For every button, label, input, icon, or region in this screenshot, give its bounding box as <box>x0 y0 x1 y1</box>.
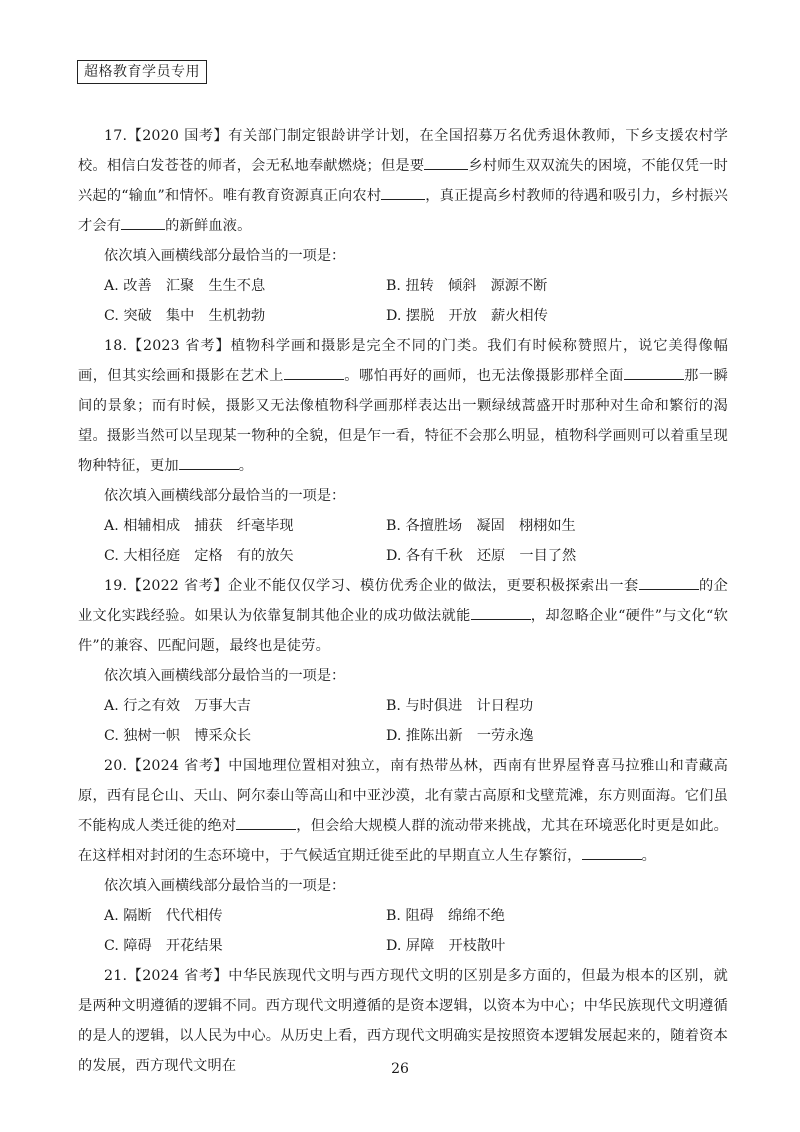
question-number: 20. <box>104 758 128 774</box>
question-number: 21. <box>104 968 128 984</box>
answer-blank <box>471 605 531 620</box>
option-c: C. 大相径庭 定格 有的放矢 <box>104 548 294 564</box>
header-stamp: 超格教育学员专用 <box>77 60 207 84</box>
answer-blank <box>639 575 699 590</box>
option-b: B. 阻碍 绵绵不绝 <box>386 908 505 924</box>
option-d: D. 推陈出新 一劳永逸 <box>386 728 534 744</box>
option-d: D. 屏障 开枝散叶 <box>386 938 506 954</box>
option-d: D. 摆脱 开放 薪火相传 <box>386 308 548 324</box>
option-c: C. 障碍 开花结果 <box>104 938 223 954</box>
question-number: 18. <box>104 338 128 354</box>
option-a: A. 隔断 代代相传 <box>104 908 223 924</box>
page-number: 26 <box>391 1061 409 1077</box>
option-c: C. 突破 集中 生机勃勃 <box>104 308 266 324</box>
answer-blank <box>624 365 684 380</box>
answer-blank <box>236 815 296 830</box>
question-prompt: 依次填入画横线部分最恰当的一项是： <box>104 488 346 504</box>
option-c: C. 独树一帜 博采众长 <box>104 728 252 744</box>
answer-blank <box>179 455 239 470</box>
option-a: A. 相辅相成 捕获 纤毫毕现 <box>104 518 294 534</box>
question-18-text: 18.【2023 省考】植物科学画和摄影是完全不同的门类。我们有时候称赞照片，说它美得像幅画，但其实绘画和摄影在艺术上 。哪怕再好的画师，也无法像摄影那样全面 那一瞬间的景象；而有时候，摄影又无法像植物科学画那样表达出一颗绿绒蒿盛开时那种对生命和繁衍的渴望。摄影当然可以呈现某一物种的全貌，但是乍一看，特征不会那么明显，植物科学画则可以着重呈现物种特征，更加 。 <box>78 338 729 474</box>
answer-blank <box>381 185 425 200</box>
question-prompt: 依次填入画横线部分最恰当的一项是： <box>104 248 346 264</box>
question-prompt: 依次填入画横线部分最恰当的一项是： <box>104 668 346 684</box>
option-list <box>78 271 728 331</box>
question-19-text: 19.【2022 省考】企业不能仅仅学习、模仿优秀企业的做法，更要积极探索出一套 的企业文化实践经验。如果认为依靠复制其他企业的成功做法就能 ，却忽略企业“硬件”与文化“软件”的兼容、匹配问题，最终也是徒劳。 <box>78 571 728 661</box>
option-a: A. 改善 汇聚 生生不息 <box>104 278 266 294</box>
option-list <box>78 511 728 571</box>
answer-blank <box>284 365 344 380</box>
question-21-text: 21.【2024 省考】中华民族现代文明与西方现代文明的区别是多方面的，但最为根本的区别，就是两种文明遵循的逻辑不同。西方现代文明遵循的是资本逻辑，以资本为中心；中华民族现代文明遵循的是人的逻辑，以人民为中心。从历史上看，西方现代文明确实是按照资本逻辑发展起来的，随着资本的发展，西方现代文明在 <box>78 968 728 1074</box>
option-d: D. 各有千秋 还原 一目了然 <box>386 548 577 564</box>
question-source: 【2023 省考】 <box>127 338 231 354</box>
question-20-text: 20.【2024 省考】中国地理位置相对独立，南有热带丛林，西南有世界屋脊喜马拉雅山和青藏高原，西有昆仑山、天山、阿尔泰山等高山和中亚沙漠，北有蒙古高原和戈壁荒滩，东方则面海。它们虽不能构成人类迁徙的绝对 ，但会给大规模人群的流动带来挑战，尤其在环境恶化时更是如此。在这样相对封闭的生态环境中，于气候适宜期迁徙至此的早期直立人生存繁衍， 。 <box>78 758 728 864</box>
question-source: 【2024 省考】 <box>127 968 229 984</box>
question-17-text: 17.【2020 国考】有关部门制定银龄讲学计划，在全国招募万名优秀退休教师，下乡支援农村学校。相信白发苍苍的师者，会无私地奉献燃烧；但是要 乡村师生双双流失的困境，不能仅凭一时兴起的“输血”和情怀。唯有教育资源真正向农村 ，真正提高乡村教师的待遇和吸引力，乡村振兴才会有 的新鲜血液。 <box>78 128 728 234</box>
question-prompt: 依次填入画横线部分最恰当的一项是： <box>104 878 346 894</box>
answer-blank <box>121 215 165 230</box>
question-source: 【2022 省考】 <box>127 578 229 594</box>
option-list <box>78 901 728 961</box>
option-b: B. 各擅胜场 凝固 栩栩如生 <box>386 518 576 534</box>
question-number: 19. <box>104 578 128 594</box>
answer-blank <box>582 845 642 860</box>
option-b: B. 与时俱进 计日程功 <box>386 698 534 714</box>
option-list <box>78 691 728 751</box>
option-a: A. 行之有效 万事大吉 <box>104 698 251 714</box>
question-source: 【2024 省考】 <box>127 758 229 774</box>
question-list <box>78 121 728 1081</box>
question-source: 【2020 国考】 <box>127 128 229 144</box>
option-b: B. 扭转 倾斜 源源不断 <box>386 278 548 294</box>
question-number: 17. <box>104 128 128 144</box>
answer-blank <box>424 155 468 170</box>
